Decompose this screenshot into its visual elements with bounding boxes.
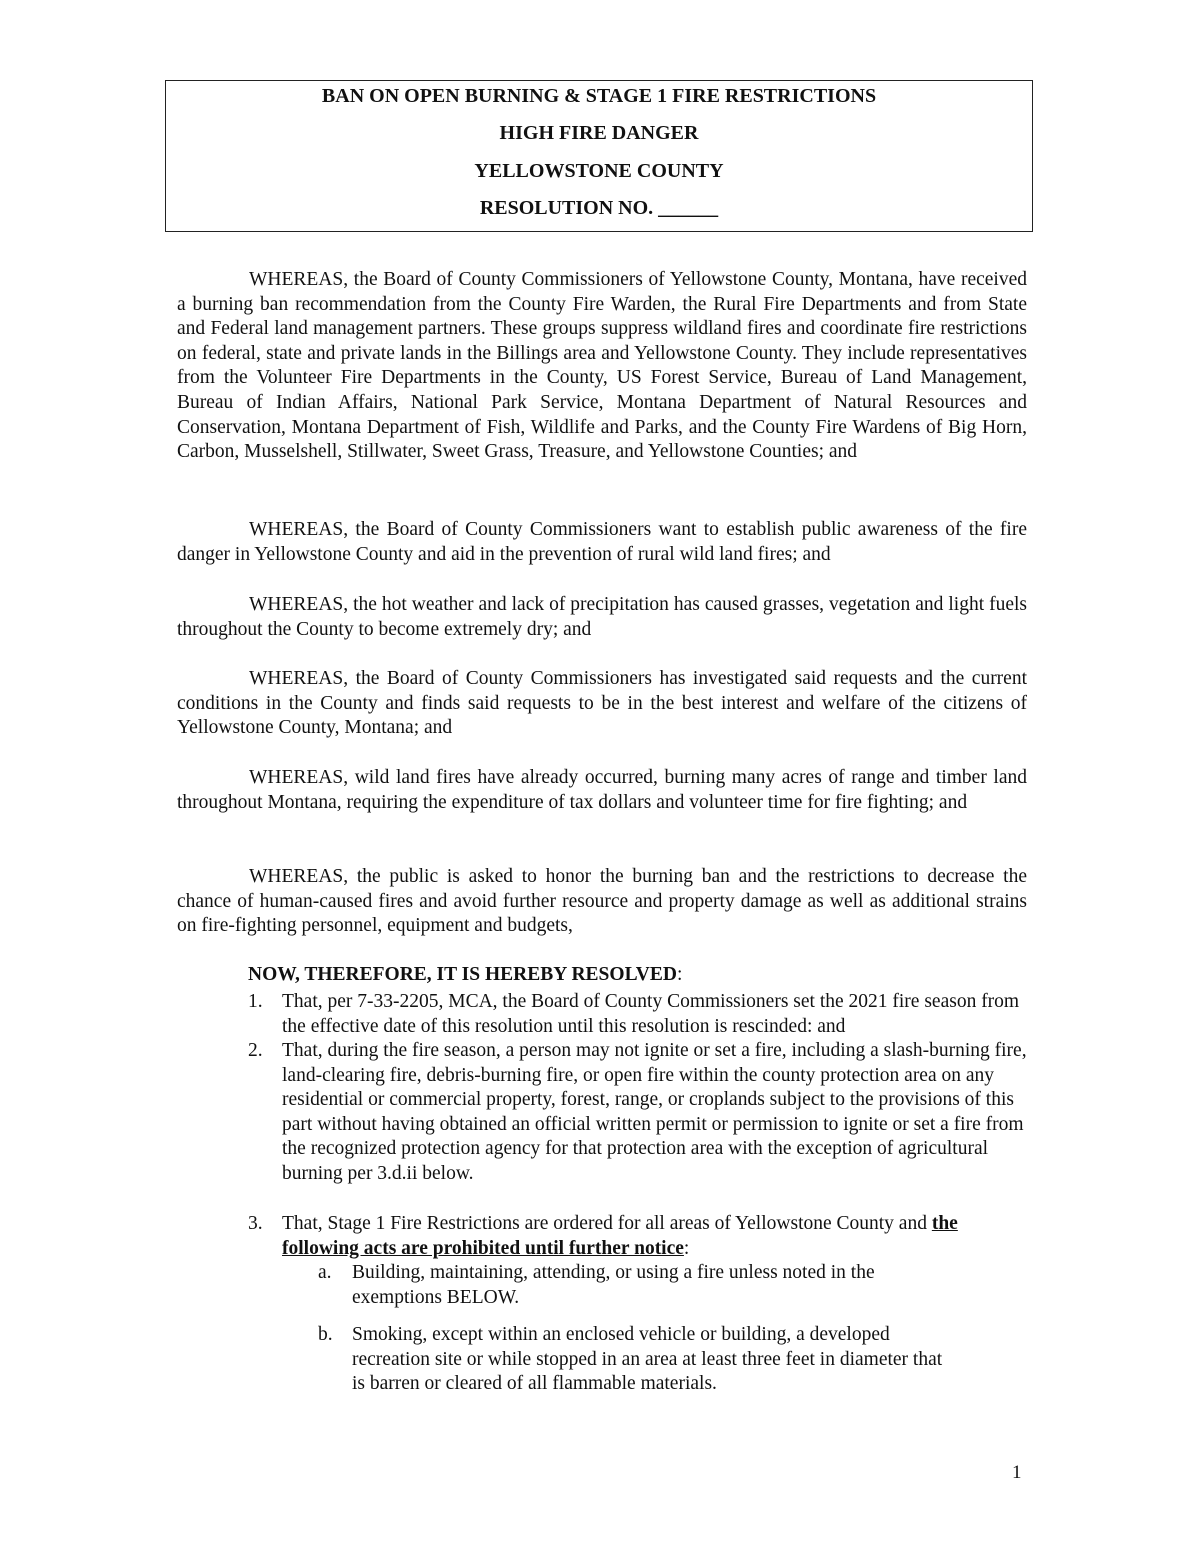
sub-item-text: Smoking, except within an enclosed vehicle or building, a developed recreation site or while stopped in an area at least three feet in diameter that is barren or cleared of all flammable materials.	[352, 1324, 943, 1395]
list-item-number: 1.	[248, 991, 263, 1012]
list-item	[248, 1212, 1038, 1261]
sub-item-letter: b.	[318, 1324, 333, 1345]
list-item-text: That, per 7-33-2205, MCA, the Board of County Commissioners set the 2021 fire season from the effective date of this resolution until this resolution is rescinded: and	[282, 991, 1020, 1037]
resolved-heading	[248, 963, 682, 988]
title-line-3: YELLOWSTONE COUNTY	[474, 160, 724, 182]
whereas-paragraph-1: WHEREAS, the Board of County Commissioners of Yellowstone County, Montana, have received a burning ban recommendation from the County Fire Warden, the Rural Fire Departments and from State and Federal land management partners. These groups suppress wildland fires and coordinate fire restrictions on federal, state and private lands in the Billings area and Yellowstone County. They include representatives from the Volunteer Fire Departments in the County, US Forest Service, Bureau of Land Management, Bureau of Indian Affairs, National Park Service, Montana Department of Natural Resources and Conservation, Montana Department of Fish, Wildlife and Parks, and the County Fire Wardens of Big Horn, Carbon, Musselshell, Stillwater, Sweet Grass, Treasure, and Yellowstone Counties; and	[177, 269, 1027, 463]
list-item-text-tail: :	[683, 1237, 690, 1259]
prohibited-acts-emphasis: the following acts are prohibited until further notice	[282, 1213, 958, 1259]
list-item-text	[282, 1212, 1038, 1261]
list-item-number: 3.	[248, 1213, 263, 1234]
resolved-heading-colon: :	[676, 964, 683, 985]
list-item	[248, 1039, 1038, 1187]
sub-list-item	[318, 1323, 958, 1397]
list-item-text: That, during the fire season, a person may not ignite or set a fire, including a slash-burning fire, land-clearing fire, debris-burning fire, or open fire within the county protection area on any residential or commercial property, forest, range, or croplands subject to the provisions of this part without having obtained an official written permit or permission to ignite or set a fire from the recognized protection agency for that protection area with the exception of agricultural burning per 3.d.ii below.	[282, 1040, 1027, 1184]
sub-list-item	[318, 1261, 958, 1310]
title-line-2: HIGH FIRE DANGER	[499, 122, 699, 144]
list-item	[248, 990, 1038, 1039]
resolution-number: RESOLUTION NO. ______	[479, 197, 719, 219]
list-item-number: 2.	[248, 1040, 263, 1061]
whereas-paragraph-6: WHEREAS, the public is asked to honor the burning ban and the restrictions to decrease the chance of human-caused fires and avoid further resource and property damage as well as additional strains on fire-fighting personnel, equipment and budgets,	[177, 866, 1027, 937]
title-box	[165, 80, 1033, 232]
sub-item-letter: a.	[318, 1262, 332, 1283]
whereas-paragraph-2: WHEREAS, the Board of County Commissioners want to establish public awareness of the fire danger in Yellowstone County and aid in the prevention of rural wild land fires; and	[177, 519, 1027, 565]
title-line-1: BAN ON OPEN BURNING & STAGE 1 FIRE RESTRICTIONS	[321, 85, 877, 107]
resolved-heading-text: NOW, THEREFORE, IT IS HEREBY RESOLVED	[248, 964, 677, 985]
sub-item-text: Building, maintaining, attending, or using a fire unless noted in the exemptions BELOW.	[352, 1262, 875, 1308]
whereas-paragraph-5: WHEREAS, wild land fires have already occurred, burning many acres of range and timber land throughout Montana, requiring the expenditure of tax dollars and volunteer time for fire fighting; and	[177, 767, 1027, 813]
whereas-paragraph-3: WHEREAS, the hot weather and lack of precipitation has caused grasses, vegetation and light fuels throughout the County to become extremely dry; and	[177, 594, 1027, 640]
whereas-paragraph-4: WHEREAS, the Board of County Commissioners has investigated said requests and the current conditions in the County and finds said requests to be in the best interest and welfare of the citizens of Yellowstone County, Montana; and	[177, 668, 1027, 739]
page-number: 1	[1012, 1462, 1022, 1483]
list-item-text-lead: That, Stage 1 Fire Restrictions are ordered for all areas of Yellowstone County and	[282, 1213, 927, 1234]
